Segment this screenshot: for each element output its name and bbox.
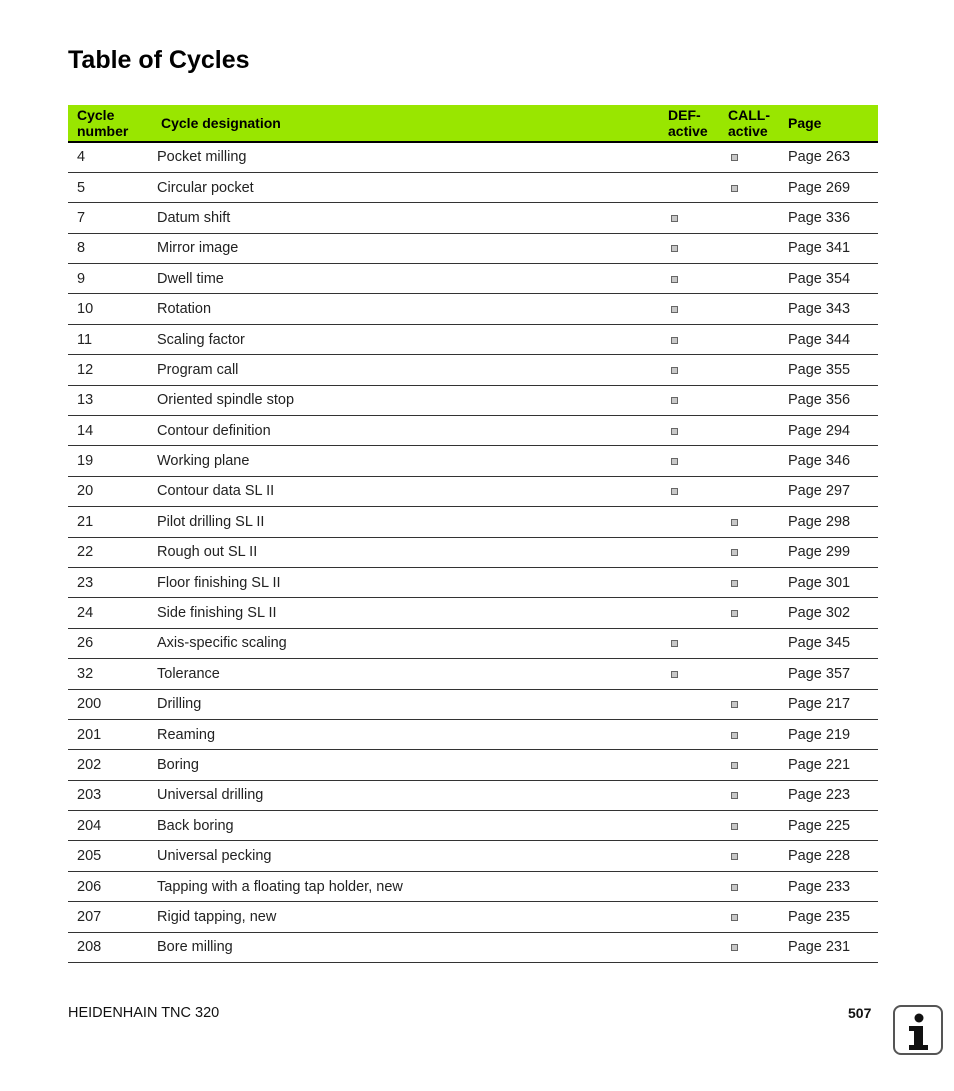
cycle-designation-cell: Reaming (157, 719, 668, 749)
cycle-number-cell: 8 (68, 233, 157, 263)
call-active-cell (728, 233, 788, 263)
table-row (68, 385, 878, 415)
table-row (68, 507, 878, 537)
call-active-cell (728, 598, 788, 628)
def-active-marker-icon (671, 245, 678, 252)
call-active-marker-icon (731, 792, 738, 799)
call-active-cell (728, 203, 788, 233)
cycle-number-cell: 202 (68, 750, 157, 780)
call-active-cell (728, 142, 788, 172)
cycle-number-cell: 206 (68, 871, 157, 901)
header-call-active: CALL- active (728, 105, 788, 142)
def-active-cell (668, 537, 728, 567)
page-reference-cell: Page 355 (788, 355, 878, 385)
page-reference-cell: Page 219 (788, 719, 878, 749)
def-active-cell (668, 172, 728, 202)
cycle-number-cell: 26 (68, 628, 157, 658)
cycles-table (68, 105, 878, 963)
def-active-cell (668, 233, 728, 263)
table-row (68, 750, 878, 780)
call-active-marker-icon (731, 610, 738, 617)
cycle-number-cell: 11 (68, 324, 157, 354)
call-active-cell (728, 932, 788, 962)
cycle-designation-cell: Tolerance (157, 659, 668, 689)
cycle-designation-cell: Drilling (157, 689, 668, 719)
call-active-cell (728, 355, 788, 385)
def-active-cell (668, 476, 728, 506)
table-row (68, 689, 878, 719)
cycle-number-cell: 10 (68, 294, 157, 324)
def-active-cell (668, 598, 728, 628)
cycle-designation-cell: Side finishing SL II (157, 598, 668, 628)
page-reference-cell: Page 294 (788, 416, 878, 446)
header-cycle-number: Cycle number (68, 105, 157, 142)
cycle-number-cell: 5 (68, 172, 157, 202)
page-reference-cell: Page 336 (788, 203, 878, 233)
def-active-cell (668, 659, 728, 689)
def-active-cell (668, 628, 728, 658)
table-row (68, 233, 878, 263)
table-row (68, 324, 878, 354)
cycle-designation-cell: Floor finishing SL II (157, 567, 668, 597)
page-reference-cell: Page 343 (788, 294, 878, 324)
cycle-designation-cell: Tapping with a floating tap holder, new (157, 871, 668, 901)
cycle-designation-cell: Scaling factor (157, 324, 668, 354)
page-reference-cell: Page 225 (788, 811, 878, 841)
page-reference-cell: Page 354 (788, 264, 878, 294)
call-active-cell (728, 172, 788, 202)
cycle-designation-cell: Mirror image (157, 233, 668, 263)
cycle-designation-cell: Pilot drilling SL II (157, 507, 668, 537)
table-row (68, 416, 878, 446)
def-active-cell (668, 750, 728, 780)
call-active-cell (728, 476, 788, 506)
cycle-number-cell: 207 (68, 902, 157, 932)
def-active-cell (668, 567, 728, 597)
cycle-number-cell: 13 (68, 385, 157, 415)
def-active-cell (668, 507, 728, 537)
def-active-cell (668, 294, 728, 324)
cycle-designation-cell: Contour definition (157, 416, 668, 446)
call-active-cell (728, 902, 788, 932)
cycle-designation-cell: Datum shift (157, 203, 668, 233)
cycle-designation-cell: Oriented spindle stop (157, 385, 668, 415)
table-row (68, 659, 878, 689)
cycle-designation-cell: Rotation (157, 294, 668, 324)
page-reference-cell: Page 341 (788, 233, 878, 263)
header-cycle-designation: Cycle designation (157, 105, 668, 142)
def-active-cell (668, 355, 728, 385)
call-active-cell (728, 567, 788, 597)
table-row (68, 719, 878, 749)
cycle-designation-cell: Circular pocket (157, 172, 668, 202)
call-active-cell (728, 811, 788, 841)
table-row (68, 598, 878, 628)
table-row (68, 142, 878, 172)
page-reference-cell: Page 223 (788, 780, 878, 810)
call-active-marker-icon (731, 823, 738, 830)
call-active-marker-icon (731, 519, 738, 526)
page-reference-cell: Page 301 (788, 567, 878, 597)
cycle-number-cell: 32 (68, 659, 157, 689)
footer-product-name: HEIDENHAIN TNC 320 (68, 1005, 220, 1021)
call-active-marker-icon (731, 732, 738, 739)
cycle-number-cell: 23 (68, 567, 157, 597)
header-def-active: DEF- active (668, 105, 728, 142)
cycle-number-cell: 12 (68, 355, 157, 385)
table-row (68, 567, 878, 597)
def-active-marker-icon (671, 488, 678, 495)
cycle-number-cell: 22 (68, 537, 157, 567)
page-reference-cell: Page 263 (788, 142, 878, 172)
def-active-cell (668, 142, 728, 172)
cycle-designation-cell: Axis-specific scaling (157, 628, 668, 658)
page-reference-cell: Page 345 (788, 628, 878, 658)
cycle-designation-cell: Program call (157, 355, 668, 385)
call-active-cell (728, 871, 788, 901)
call-active-cell (728, 750, 788, 780)
call-active-cell (728, 294, 788, 324)
def-active-cell (668, 689, 728, 719)
call-active-marker-icon (731, 580, 738, 587)
table-row (68, 811, 878, 841)
table-row (68, 476, 878, 506)
call-active-marker-icon (731, 853, 738, 860)
def-active-marker-icon (671, 306, 678, 313)
table-row (68, 841, 878, 871)
call-active-cell (728, 537, 788, 567)
page-title: Table of Cycles (68, 46, 250, 74)
cycle-designation-cell: Back boring (157, 811, 668, 841)
cycle-designation-cell: Boring (157, 750, 668, 780)
call-active-marker-icon (731, 884, 738, 891)
cycle-number-cell: 4 (68, 142, 157, 172)
cycle-designation-cell: Rough out SL II (157, 537, 668, 567)
call-active-cell (728, 659, 788, 689)
page-reference-cell: Page 357 (788, 659, 878, 689)
call-active-cell (728, 446, 788, 476)
def-active-marker-icon (671, 276, 678, 283)
table-row (68, 446, 878, 476)
def-active-cell (668, 932, 728, 962)
call-active-marker-icon (731, 914, 738, 921)
page-reference-cell: Page 235 (788, 902, 878, 932)
page-reference-cell: Page 228 (788, 841, 878, 871)
table-row (68, 172, 878, 202)
cycle-designation-cell: Contour data SL II (157, 476, 668, 506)
cycle-designation-cell: Pocket milling (157, 142, 668, 172)
def-active-marker-icon (671, 428, 678, 435)
def-active-cell (668, 780, 728, 810)
page-reference-cell: Page 356 (788, 385, 878, 415)
cycle-number-cell: 205 (68, 841, 157, 871)
cycle-number-cell: 14 (68, 416, 157, 446)
cycle-designation-cell: Working plane (157, 446, 668, 476)
def-active-cell (668, 416, 728, 446)
cycle-number-cell: 20 (68, 476, 157, 506)
cycle-designation-cell: Universal pecking (157, 841, 668, 871)
call-active-cell (728, 324, 788, 354)
def-active-marker-icon (671, 367, 678, 374)
page-reference-cell: Page 233 (788, 871, 878, 901)
page-reference-cell: Page 346 (788, 446, 878, 476)
page-reference-cell: Page 302 (788, 598, 878, 628)
def-active-cell (668, 871, 728, 901)
cycle-designation-cell: Universal drilling (157, 780, 668, 810)
cycle-number-cell: 200 (68, 689, 157, 719)
cycle-number-cell: 201 (68, 719, 157, 749)
cycle-number-cell: 208 (68, 932, 157, 962)
cycle-designation-cell: Rigid tapping, new (157, 902, 668, 932)
cycle-number-cell: 204 (68, 811, 157, 841)
def-active-cell (668, 902, 728, 932)
table-row (68, 355, 878, 385)
def-active-cell (668, 811, 728, 841)
table-row (68, 203, 878, 233)
call-active-marker-icon (731, 185, 738, 192)
table-header-row (68, 105, 878, 142)
call-active-cell (728, 507, 788, 537)
cycle-designation-cell: Bore milling (157, 932, 668, 962)
call-active-cell (728, 628, 788, 658)
def-active-cell (668, 324, 728, 354)
call-active-cell (728, 689, 788, 719)
call-active-cell (728, 841, 788, 871)
table-row (68, 264, 878, 294)
cycle-number-cell: 203 (68, 780, 157, 810)
call-active-cell (728, 416, 788, 446)
page-reference-cell: Page 297 (788, 476, 878, 506)
def-active-marker-icon (671, 671, 678, 678)
def-active-marker-icon (671, 215, 678, 222)
cycle-designation-cell: Dwell time (157, 264, 668, 294)
def-active-marker-icon (671, 337, 678, 344)
call-active-marker-icon (731, 944, 738, 951)
cycle-number-cell: 7 (68, 203, 157, 233)
call-active-cell (728, 780, 788, 810)
cycle-number-cell: 21 (68, 507, 157, 537)
page-reference-cell: Page 231 (788, 932, 878, 962)
table-row (68, 932, 878, 962)
page-reference-cell: Page 299 (788, 537, 878, 567)
call-active-marker-icon (731, 762, 738, 769)
def-active-cell (668, 203, 728, 233)
def-active-cell (668, 264, 728, 294)
table-row (68, 628, 878, 658)
table-body (68, 142, 878, 963)
info-icon (893, 1005, 943, 1055)
page-reference-cell: Page 269 (788, 172, 878, 202)
table-row (68, 780, 878, 810)
call-active-cell (728, 719, 788, 749)
page-reference-cell: Page 217 (788, 689, 878, 719)
call-active-cell (728, 264, 788, 294)
table-row (68, 294, 878, 324)
page-reference-cell: Page 344 (788, 324, 878, 354)
def-active-cell (668, 841, 728, 871)
cycle-number-cell: 9 (68, 264, 157, 294)
def-active-cell (668, 719, 728, 749)
call-active-marker-icon (731, 701, 738, 708)
def-active-marker-icon (671, 640, 678, 647)
table-row (68, 871, 878, 901)
cycle-number-cell: 19 (68, 446, 157, 476)
page-reference-cell: Page 298 (788, 507, 878, 537)
def-active-cell (668, 385, 728, 415)
table-row (68, 902, 878, 932)
call-active-cell (728, 385, 788, 415)
header-page: Page (788, 105, 878, 142)
cycle-number-cell: 24 (68, 598, 157, 628)
page-reference-cell: Page 221 (788, 750, 878, 780)
table-row (68, 537, 878, 567)
cycles-table-container (68, 105, 874, 963)
page-number: 507 (848, 1005, 872, 1021)
def-active-marker-icon (671, 397, 678, 404)
call-active-marker-icon (731, 154, 738, 161)
def-active-cell (668, 446, 728, 476)
call-active-marker-icon (731, 549, 738, 556)
def-active-marker-icon (671, 458, 678, 465)
